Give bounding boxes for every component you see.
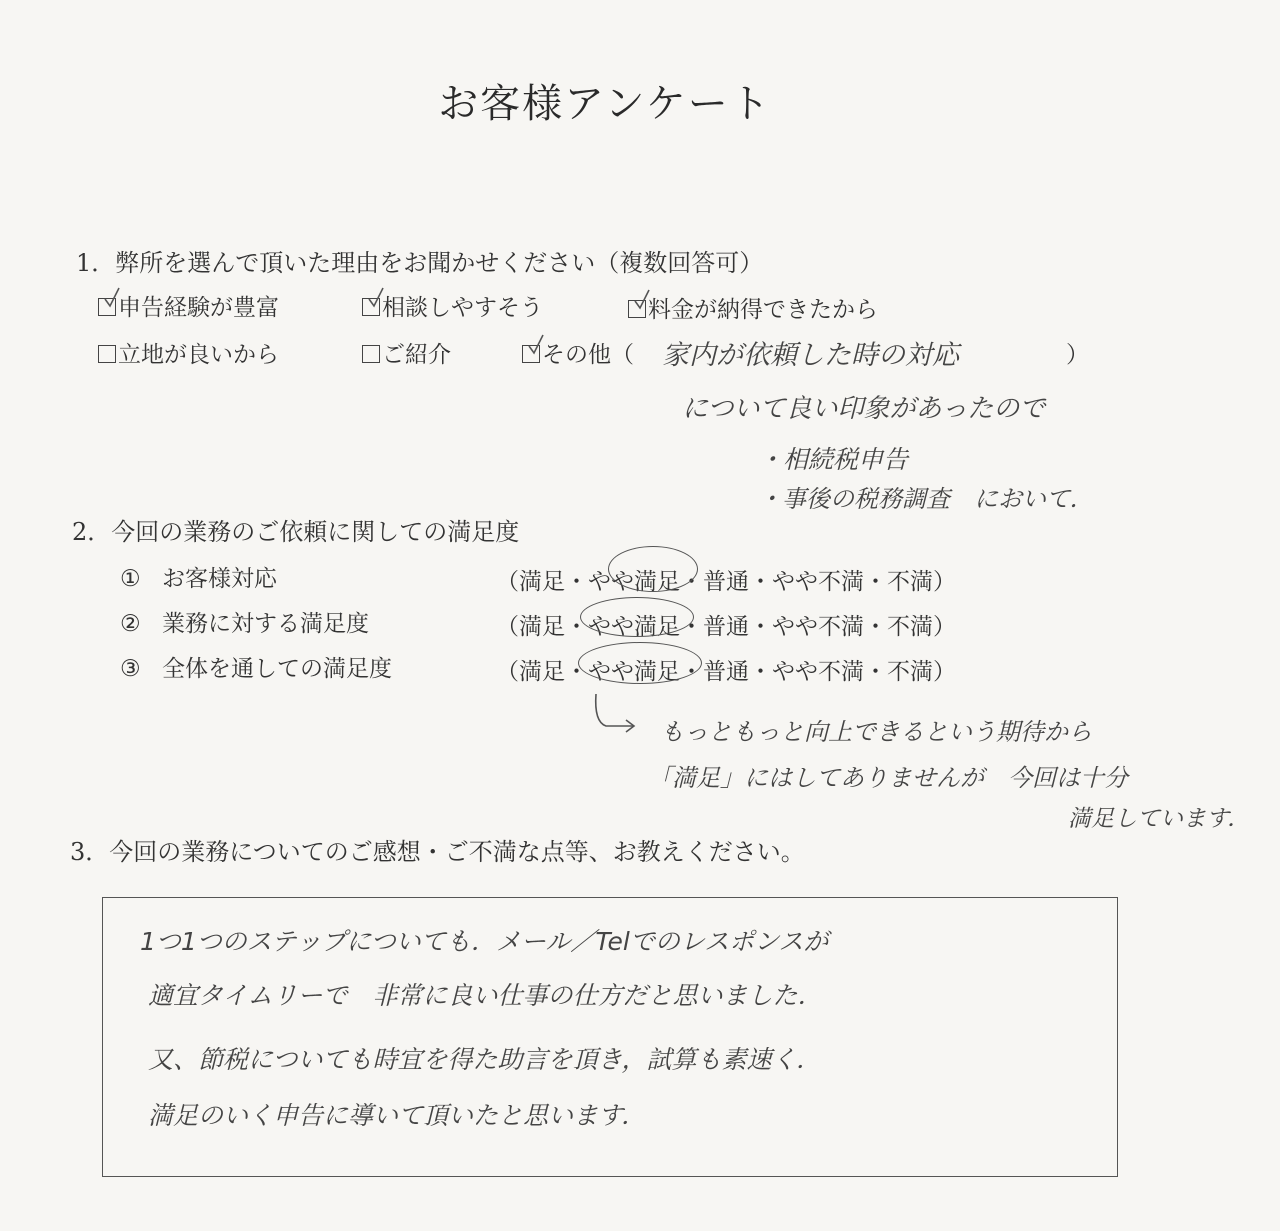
satisfaction-item-2 bbox=[120, 605, 369, 638]
option-label: 料金が納得できたから bbox=[648, 297, 878, 323]
option-good-location[interactable] bbox=[98, 336, 279, 369]
question-2-label: 2．今回の業務のご依頼に関しての満足度 bbox=[72, 518, 520, 546]
item-number: ① bbox=[120, 566, 141, 592]
checkbox-icon[interactable] bbox=[98, 345, 116, 363]
option-label: ご紹介 bbox=[382, 342, 451, 368]
option-fee-acceptable[interactable] bbox=[628, 291, 878, 324]
satisfaction-choices-3[interactable]: （満足・やや満足・普通・やや不満・不満） bbox=[496, 659, 956, 685]
checkbox-icon[interactable] bbox=[628, 300, 646, 318]
option-easy-to-consult[interactable] bbox=[362, 289, 543, 322]
checkbox-icon[interactable] bbox=[362, 298, 380, 316]
comment-line-4: 満足のいく申告に導いて頂いたと思います． bbox=[148, 1101, 647, 1130]
option-label: 相談しやすそう bbox=[382, 295, 543, 321]
checkbox-icon[interactable] bbox=[362, 345, 380, 363]
satisfaction-choices-2[interactable]: （満足・やや満足・普通・やや不満・不満） bbox=[496, 614, 956, 640]
satisfaction-item-3 bbox=[120, 650, 392, 683]
satisfaction-choices-1[interactable]: （満足・やや満足・普通・やや不満・不満） bbox=[496, 569, 956, 595]
other-answer-line-2: について良い印象があったので bbox=[682, 394, 1046, 424]
comment-line-3: 又、節税についても時宜を得た助言を頂き，試算も素速く． bbox=[148, 1045, 822, 1074]
selection-circle bbox=[608, 546, 698, 592]
satisfaction-note-line-1: もっともっと向上できるという期待から bbox=[660, 718, 1092, 746]
question-3-label: 3．今回の業務についてのご感想・ご不満な点等、お教えください。 bbox=[70, 838, 805, 866]
item-label: 全体を通しての満足度 bbox=[161, 656, 392, 682]
option-filing-experience[interactable] bbox=[98, 289, 279, 322]
other-close-paren: ） bbox=[1066, 342, 1089, 368]
option-label: 申告経験が豊富 bbox=[118, 295, 279, 321]
selection-circle bbox=[580, 597, 694, 637]
option-label: 立地が良いから bbox=[118, 342, 279, 368]
comment-line-1: 1つ1つのステップについても．メール／Telでのレスポンスが bbox=[140, 927, 829, 956]
arrow-icon bbox=[590, 692, 640, 738]
checkbox-icon[interactable] bbox=[522, 345, 540, 363]
other-answer-line-4: ・事後の税務調査 において． bbox=[758, 485, 1094, 513]
other-answer-line-1: 家内が依頼した時の対応 bbox=[662, 340, 959, 371]
selection-circle bbox=[578, 642, 702, 684]
satisfaction-note-line-2: 「満足」にはしてありませんが 今回は十分 bbox=[648, 764, 1128, 792]
comment-line-2: 適宜タイムリーで 非常に良い仕事の仕方だと思いました． bbox=[148, 981, 823, 1010]
satisfaction-item-1 bbox=[120, 560, 277, 593]
option-label: その他（ bbox=[542, 342, 634, 368]
item-number: ② bbox=[120, 611, 141, 637]
item-label: お客様対応 bbox=[161, 566, 277, 592]
satisfaction-note-line-3: 満足しています． bbox=[1068, 806, 1251, 832]
checkbox-icon[interactable] bbox=[98, 298, 116, 316]
item-number: ③ bbox=[120, 656, 141, 682]
question-1-label: 1．弊所を選んで頂いた理由をお聞かせください（複数回答可） bbox=[76, 249, 764, 277]
other-answer-line-3: ・相続税申告 bbox=[758, 445, 909, 474]
option-referral[interactable] bbox=[362, 336, 451, 369]
page-title: お客様アンケート bbox=[438, 81, 772, 127]
item-label: 業務に対する満足度 bbox=[161, 611, 369, 637]
option-other[interactable] bbox=[522, 336, 634, 369]
